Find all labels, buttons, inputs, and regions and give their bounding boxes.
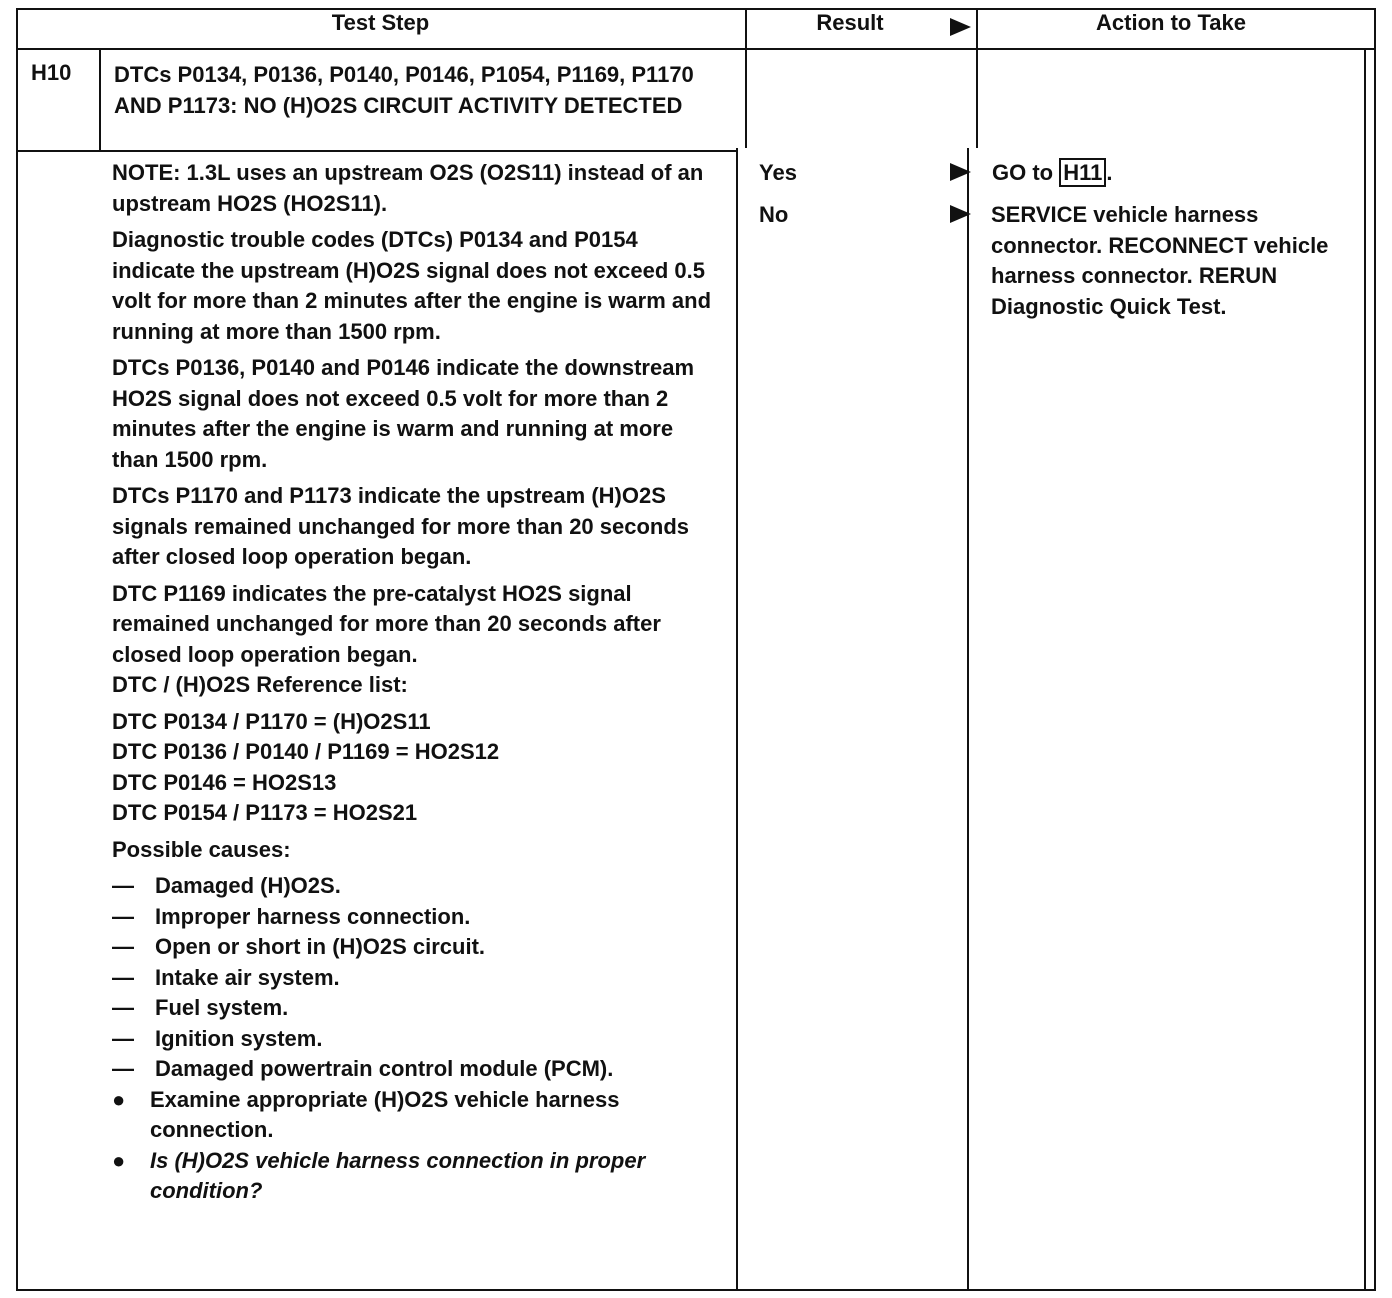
dash-mark: — [112, 995, 134, 1020]
yes-arrow-icon [950, 163, 971, 181]
dash-mark: — [112, 903, 134, 929]
action-no: SERVICE vehicle harness connector. RECONNECT vehicle harness connector. RERUN Diagnostic Quick Test. [991, 202, 1329, 319]
step-title: DTCs P0134, P0136, P0140, P0146, P1054, P1169, P1170 AND P1173: NO (H)O2S CIRCUIT ACTIVITY DETECTED [114, 62, 694, 118]
test-step-body [112, 158, 712, 1207]
col-divider-result-lower [736, 148, 738, 1291]
reference-item: DTC P0136 / P0140 / P1169 = HO2S12 [112, 739, 500, 764]
cause-text: Damaged powertrain control module (PCM). [155, 1056, 614, 1081]
cause-text: Open or short in (H)O2S circuit. [155, 934, 486, 959]
question-text: Is (H)O2S vehicle harness connection in proper condition? [150, 1147, 646, 1203]
cause-item [112, 993, 712, 1024]
cause-item [112, 902, 712, 933]
step-id-divider [99, 48, 101, 152]
result-yes: Yes [759, 160, 797, 185]
cause-item [112, 1024, 712, 1055]
right-inner-border [1364, 48, 1366, 1291]
bullet-item [112, 1146, 712, 1207]
bullet-icon: ● [112, 1086, 126, 1112]
reference-item: DTC P0154 / P1173 = HO2S21 [112, 800, 418, 825]
dash-mark: — [112, 964, 134, 990]
step-id: H10 [31, 60, 72, 85]
paragraph-3: DTCs P1170 and P1173 indicate the upstream (H)O2S signals remained unchanged for more than 20 seconds after closed loop operation began. [112, 483, 690, 569]
cause-text: Ignition system. [155, 1025, 323, 1051]
reference-list [112, 707, 712, 829]
reference-item: DTC P0146 = HO2S13 [112, 769, 337, 795]
possible-causes-title: Possible causes: [112, 836, 291, 862]
paragraph-4: DTC P1169 indicates the pre-catalyst HO2S signal remained unchanged for more than 20 seconds after closed loop operation began. [112, 580, 661, 667]
header-test-step: Test Step [331, 10, 430, 35]
dash-mark: — [112, 934, 134, 959]
action-yes [992, 158, 1113, 189]
cause-text: Fuel system. [155, 995, 289, 1020]
dash-mark: — [112, 1056, 134, 1081]
dash-mark: — [112, 1025, 134, 1051]
reference-list-title: DTC / (H)O2S Reference list: [112, 672, 408, 697]
header-arrow-icon [950, 18, 971, 36]
reference-item: DTC P0134 / P1170 = (H)O2S11 [112, 708, 431, 734]
causes-list [112, 871, 712, 1085]
cause-text: Intake air system. [155, 964, 340, 990]
action-yes-suffix: . [1106, 160, 1113, 185]
cause-item [112, 871, 712, 902]
goto-h11-link[interactable]: H11 [1059, 158, 1106, 187]
step-title-divider [16, 150, 738, 152]
cause-item [112, 963, 712, 994]
note-text: NOTE: 1.3L uses an upstream O2S (O2S11) instead of an upstream HO2S (HO2S11). [112, 160, 704, 216]
bullet-item [112, 1085, 712, 1146]
cause-text: Improper harness connection. [155, 903, 471, 929]
cause-item [112, 1054, 712, 1085]
dash-mark: — [112, 873, 134, 898]
header-divider [16, 48, 1376, 50]
header-action: Action to Take [1096, 10, 1246, 35]
col-divider-action-lower [967, 148, 969, 1291]
cause-item [112, 932, 712, 963]
paragraph-1: Diagnostic trouble codes (DTCs) P0134 and P0154 indicate the upstream (H)O2S signal does not exceed 0.5 volt for more than 2 minutes after the engine is warm and running at more than 1500 rpm. [112, 227, 712, 344]
col-divider-result [745, 8, 747, 148]
bullet-icon: ● [112, 1147, 126, 1173]
bullet-text: Examine appropriate (H)O2S vehicle harness connection. [150, 1086, 620, 1142]
action-yes-prefix: GO to [992, 160, 1054, 185]
cause-text: Damaged (H)O2S. [155, 873, 341, 898]
paragraph-2: DTCs P0136, P0140 and P0146 indicate the downstream HO2S signal does not exceed 0.5 volt for more than 2 minutes after the engine is warm and running at more than 1500 rpm. [112, 355, 695, 472]
header-result: Result [816, 10, 884, 35]
result-no: No [759, 202, 789, 227]
no-arrow-icon [950, 205, 971, 223]
